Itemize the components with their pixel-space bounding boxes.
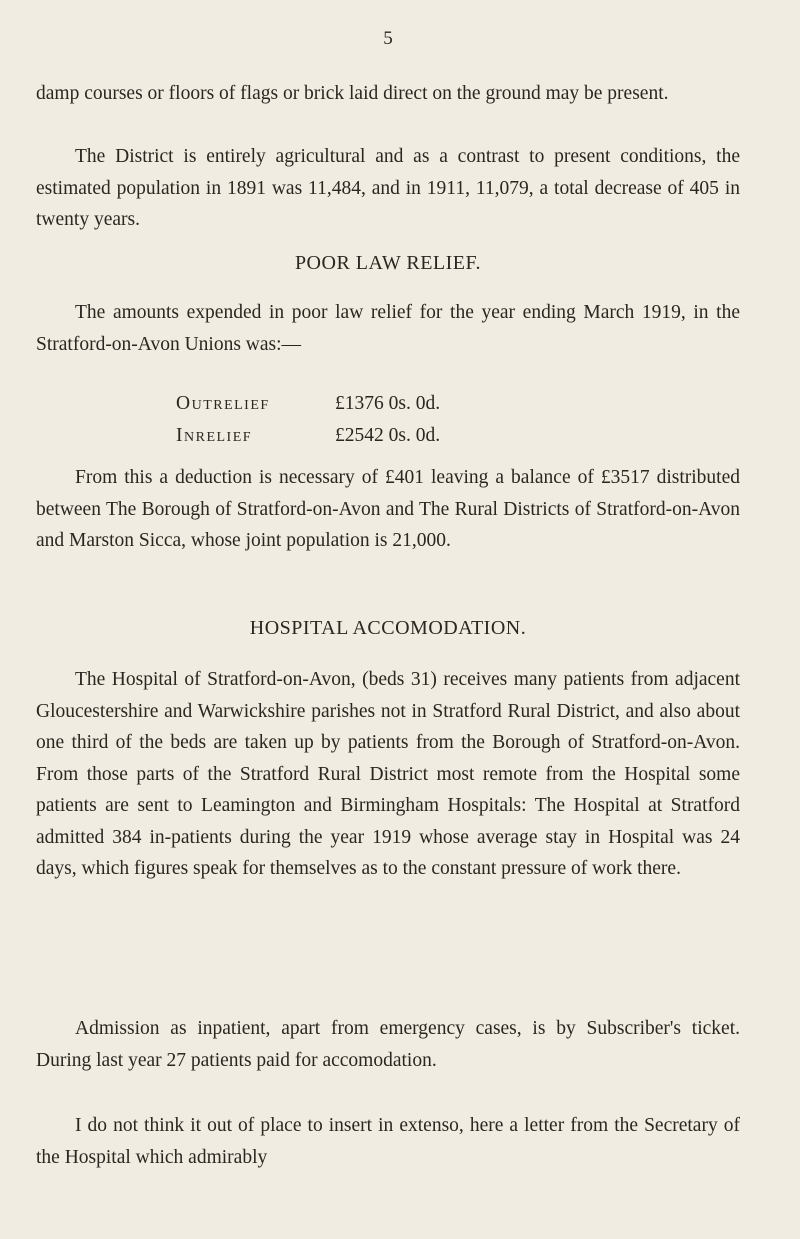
relief-label: Outrelief — [176, 393, 270, 414]
relief-row-inrelief — [36, 420, 740, 450]
paragraph-hospital-patients: The Hospital of Stratford-on-Avon, (beds 31) receives many patients from adjacent Gloucestershire and Warwickshire parishes not in Stratford Rural District, and also about one third of the beds are taken up by patients from the Borough of Stratford-on-Avon. From those parts of the Stratford Rural District most remote from the Hospital some patients are sent to Leamington and Birmingham Hospitals: The Hospital at Stratford admitted 384 in-patients during the year 1919 whose average stay in Hospital was 24 days, which figures speak for themselves as to the constant pressure of work there. — [36, 669, 740, 879]
relief-amount: £2542 0s. 0d. — [335, 425, 441, 446]
paragraph-poor-law-amounts: The amounts expended in poor law relief for the year ending March 1919, in the Stratford-on-Avon Unions was:— — [36, 302, 740, 355]
relief-amount: £1376 0s. 0d. — [335, 393, 441, 414]
heading-poor-law-relief: POOR LAW RELIEF. — [294, 252, 482, 274]
paragraph-deduction-balance: From this a deduction is necessary of £401 leaving a balance of £3517 distributed between The Borough of Stratford-on-Avon and The Rural Districts of Stratford-on-Avon and Marston Sicca, whose joint population is 21,000. — [36, 467, 740, 551]
page-number: 5 — [383, 28, 393, 49]
paragraph-letter-intro: I do not think it out of place to insert in extenso, here a letter from the Secretary of the Hospital which admirably — [36, 1115, 740, 1168]
paragraph-damp-courses: damp courses or floors of flags or brick laid direct on the ground may be present. — [36, 83, 669, 104]
paragraph-admission: Admission as inpatient, apart from emergency cases, is by Subscriber's ticket. During last year 27 patients paid for accomodation. — [36, 1018, 740, 1071]
relief-label: Inrelief — [176, 425, 253, 446]
paragraph-district-population: The District is entirely agricultural and as a contrast to present conditions, the estimated population in 1891 was 11,484, and in 1911, 11,079, a total decrease of 405 in twenty years. — [36, 146, 740, 230]
relief-row-outrelief — [36, 388, 740, 418]
heading-hospital-accomodation: HOSPITAL ACCOMODATION. — [249, 617, 527, 639]
